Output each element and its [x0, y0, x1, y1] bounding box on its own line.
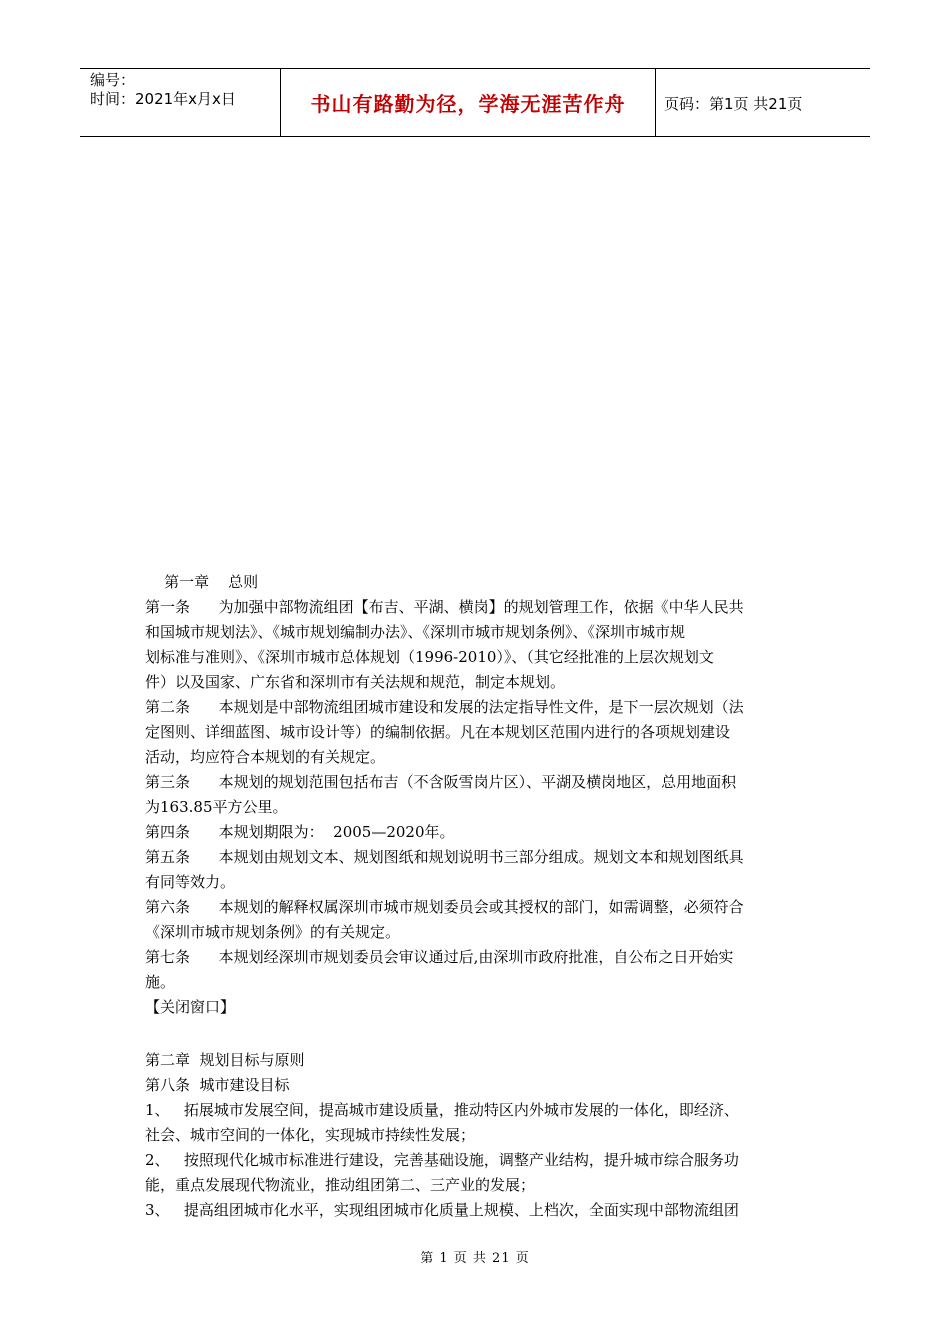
text-line: 为163.85平方公里。 [145, 798, 288, 816]
chapter-title: 第二章 规划目标与原则 [145, 1051, 305, 1069]
page-footer: 第 1 页 共 21 页 [420, 1251, 530, 1266]
text-line: 第六条 本规划的解释权属深圳市城市规划委员会或其授权的部门，如需调整，必须符合 [145, 898, 744, 916]
header-meta [90, 71, 280, 109]
text-line: 第七条 本规划经深圳市规划委员会审议通过后,由深圳市政府批准，自公布之日开始实 [145, 948, 734, 966]
text-line: 和国城市规划法》、《城市规划编制办法》、《深圳市城市规划条例》、《深圳市城市规 [145, 623, 686, 641]
text-line: 第二条 本规划是中部物流组团城市建设和发展的法定指导性文件，是下一层次规划（法 [145, 698, 744, 716]
time-label: 时间：2021年x月x日 [90, 90, 236, 108]
text-line: 第五条 本规划由规划文本、规划图纸和规划说明书三部分组成。规划文本和规划图纸具 [145, 848, 744, 866]
document-header [80, 68, 870, 137]
text-line: 《深圳市城市规划条例》的有关规定。 [145, 923, 401, 941]
chapter-title: 第一章 总则 [145, 573, 259, 591]
header-motto: 书山有路勤为径，学海无涯苦作舟 [280, 69, 656, 136]
text-line: 活动，均应符合本规划的有关规定。 [145, 748, 386, 766]
text-line: 2、 按照现代化城市标准进行建设，完善基础设施，调整产业结构，提升城市综合服务功 [145, 1151, 739, 1169]
article-title: 第八条 城市建设目标 [145, 1076, 290, 1094]
document-body [145, 570, 810, 1223]
text-line: 第三条 本规划的规划范围包括布吉（不含阪雪岗片区）、平湖及横岗地区，总用地面积 [145, 773, 737, 791]
text-line: 第一条 为加强中部物流组团【布吉、平湖、横岗】的规划管理工作，依据《中华人民共 [145, 598, 744, 616]
text-line: 社会、城市空间的一体化，实现城市持续性发展； [145, 1126, 476, 1144]
text-line: 1、 拓展城市发展空间，提高城市建设质量，推动特区内外城市发展的一体化，即经济、 [145, 1101, 739, 1119]
number-label: 编号： [90, 71, 136, 89]
text-line: 施。 [145, 973, 176, 991]
text-line: 件）以及国家、广东省和深圳市有关法规和规范，制定本规划。 [145, 673, 566, 691]
text-line: 划标准与准则》、《深圳市城市总体规划（1996-2010）》、（其它经批准的上层次规划文 [145, 648, 714, 666]
close-window-link[interactable]: 【关闭窗口】 [145, 998, 236, 1016]
text-line: 3、 提高组团城市化水平，实现组团城市化质量上规模、上档次，全面实现中部物流组团 [145, 1201, 739, 1219]
text-line: 第四条 本规划期限为： 2005—2020年。 [145, 823, 455, 841]
text-line: 有同等效力。 [145, 873, 236, 891]
header-page-info: 页码：第1页 共21页 [664, 95, 803, 113]
text-line: 定图则、详细蓝图、城市设计等）的编制依据。凡在本规划区范围内进行的各项规划建设 [145, 723, 731, 741]
text-line: 能，重点发展现代物流业，推动组团第二、三产业的发展； [145, 1176, 536, 1194]
